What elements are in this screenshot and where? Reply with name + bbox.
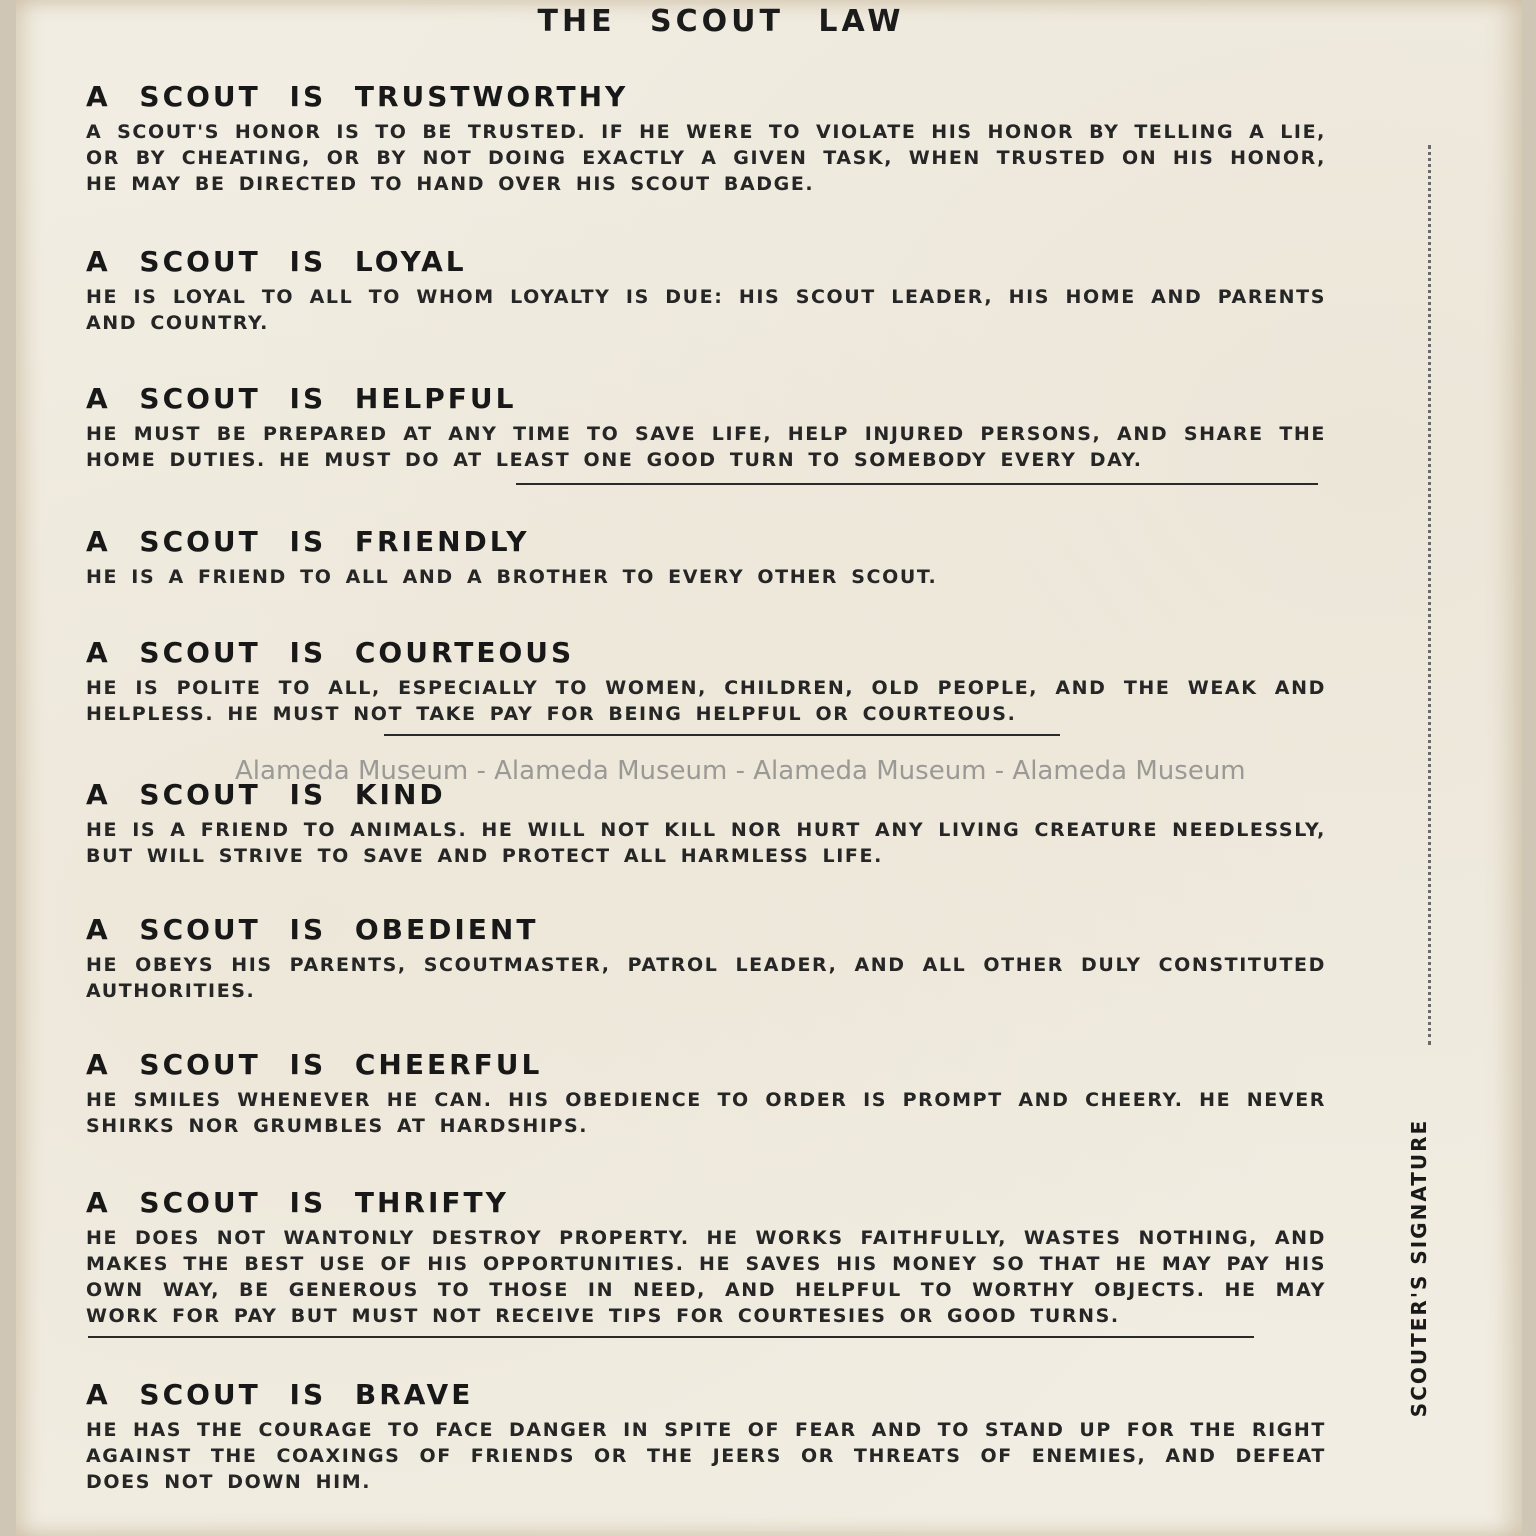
- law-heading: A SCOUT IS BRAVE: [86, 1378, 474, 1411]
- law-heading: A SCOUT IS CHEERFUL: [86, 1048, 543, 1081]
- law-kind: [86, 778, 1326, 869]
- law-heading: A SCOUT IS LOYAL: [86, 245, 467, 278]
- law-trustworthy: [86, 80, 1326, 197]
- law-helpful: [86, 382, 1326, 473]
- watermark: Alameda Museum - Alameda Museum - Alameda Museum - Alameda Museum: [235, 756, 1246, 786]
- law-text: A SCOUT'S HONOR IS TO BE TRUSTED. IF HE WERE TO VIOLATE HIS HONOR BY TELLING A LIE, OR BY CHEATING, OR BY NOT DOING EXACTLY A GIVEN TASK, WHEN TRUSTED ON HIS HONOR, HE MAY BE DIRECTED TO HAND OVER HIS SCOUT BADGE.: [86, 121, 1326, 195]
- law-brave: [86, 1378, 1326, 1495]
- signature-dotted-line: [1428, 145, 1431, 1045]
- law-heading: A SCOUT IS OBEDIENT: [86, 913, 539, 946]
- law-text: HE OBEYS HIS PARENTS, SCOUTMASTER, PATROL LEADER, AND ALL OTHER DULY CONSTITUTED AUTHORITIES.: [86, 954, 1326, 1002]
- law-heading: A SCOUT IS TRUSTWORTHY: [86, 80, 629, 113]
- law-text: HE SMILES WHENEVER HE CAN. HIS OBEDIENCE TO ORDER IS PROMPT AND CHEERY. HE NEVER SHIRKS NOR GRUMBLES AT HARDSHIPS.: [86, 1089, 1326, 1137]
- law-thrifty: [86, 1186, 1326, 1329]
- signature-label: SCOUTER'S SIGNATURE: [1407, 1118, 1431, 1418]
- law-text: HE HAS THE COURAGE TO FACE DANGER IN SPITE OF FEAR AND TO STAND UP FOR THE RIGHT AGAINST THE COAXINGS OF FRIENDS OR THE JEERS OR THREATS OF ENEMIES, AND DEFEAT DOES NOT DOWN HIM.: [86, 1419, 1326, 1493]
- law-heading: A SCOUT IS HELPFUL: [86, 382, 517, 415]
- law-loyal: [86, 245, 1326, 336]
- law-obedient: [86, 913, 1326, 1004]
- law-text: HE IS POLITE TO ALL, ESPECIALLY TO WOMEN, CHILDREN, OLD PEOPLE, AND THE WEAK AND HELPLESS. HE MUST NOT TAKE PAY FOR BEING HELPFUL OR COURTEOUS.: [86, 677, 1326, 725]
- law-text: HE DOES NOT WANTONLY DESTROY PROPERTY. HE WORKS FAITHFULLY, WASTES NOTHING, AND MAKES THE BEST USE OF HIS OPPORTUNITIES. HE SAVES HIS MONEY SO THAT HE MAY PAY HIS OWN WAY, BE GENEROUS TO THOSE IN NEED, AND HELPFUL TO WORTHY OBJECTS. HE MAY WORK FOR PAY BUT MUST NOT RECEIVE TIPS FOR COURTESIES OR GOOD TURNS.: [86, 1227, 1326, 1327]
- underline-rule: [88, 1336, 1254, 1338]
- law-text: HE IS LOYAL TO ALL TO WHOM LOYALTY IS DUE: HIS SCOUT LEADER, HIS HOME AND PARENTS AND COUNTRY.: [86, 286, 1326, 334]
- underline-rule: [384, 734, 1060, 736]
- page-title: THE SCOUT LAW: [537, 4, 905, 39]
- law-heading: A SCOUT IS FRIENDLY: [86, 525, 530, 558]
- law-heading: A SCOUT IS THRIFTY: [86, 1186, 509, 1219]
- law-text: HE MUST BE PREPARED AT ANY TIME TO SAVE LIFE, HELP INJURED PERSONS, AND SHARE THE HOME DUTIES. HE MUST DO AT LEAST ONE GOOD TURN TO SOMEBODY EVERY DAY.: [86, 423, 1326, 471]
- law-heading: A SCOUT IS KIND: [86, 778, 446, 811]
- underline-rule: [516, 483, 1318, 485]
- law-cheerful: [86, 1048, 1326, 1139]
- law-text: HE IS A FRIEND TO ANIMALS. HE WILL NOT KILL NOR HURT ANY LIVING CREATURE NEEDLESSLY, BUT WILL STRIVE TO SAVE AND PROTECT ALL HARMLESS LIFE.: [86, 819, 1326, 867]
- law-courteous: [86, 636, 1326, 727]
- law-heading: A SCOUT IS COURTEOUS: [86, 636, 575, 669]
- law-text: HE IS A FRIEND TO ALL AND A BROTHER TO EVERY OTHER SCOUT.: [86, 566, 938, 588]
- law-friendly: [86, 525, 1326, 590]
